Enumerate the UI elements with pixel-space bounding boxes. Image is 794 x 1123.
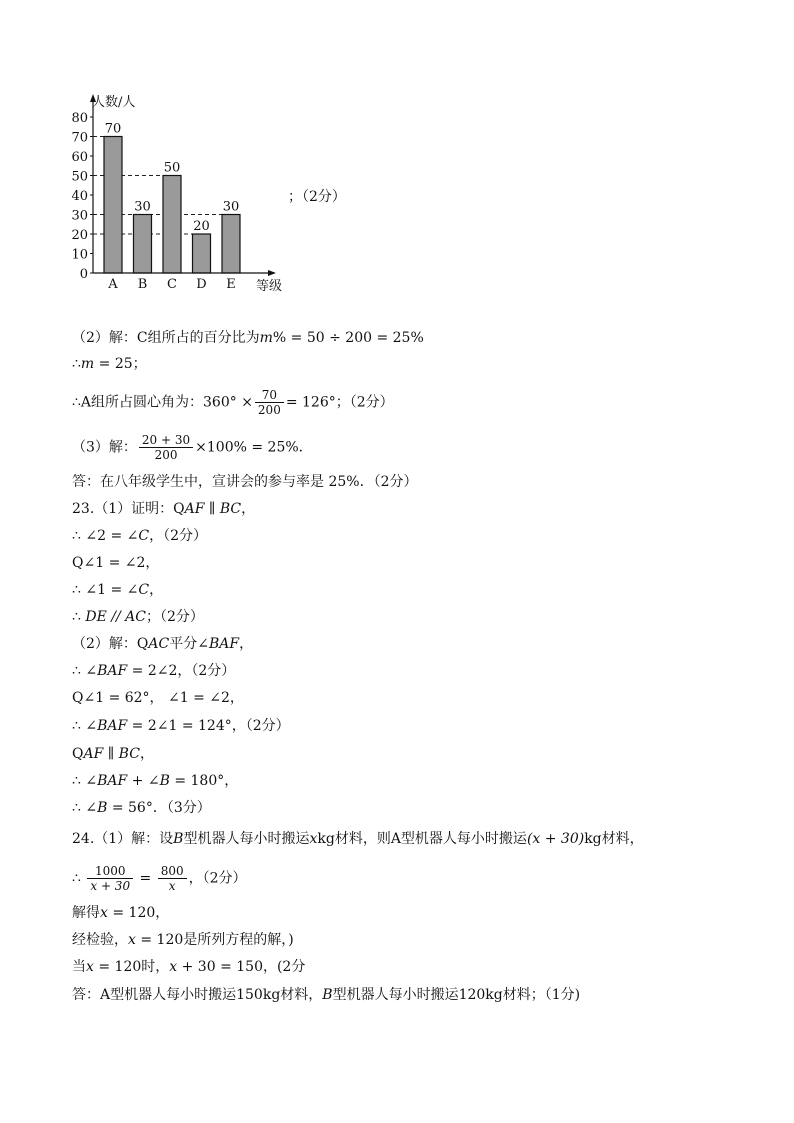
fraction [87, 864, 133, 893]
q23-line-10 [72, 744, 154, 764]
math-var: m [80, 356, 95, 372]
text: 平分∠ [169, 636, 209, 652]
math: (x + 30) [526, 831, 585, 847]
math: BAF [97, 663, 128, 679]
math: AC [148, 636, 170, 652]
text: ∴A组所占圆心角为：360° × [72, 394, 253, 411]
chart-bar [134, 215, 152, 274]
text: = 126°；（2分） [285, 394, 394, 411]
chart-data-label: 20 [193, 219, 210, 234]
text: 型机器人每小时搬运120kg材料；（1分) [332, 987, 581, 1003]
chart-x-tick-label: D [196, 277, 207, 292]
text: ∴ ∠ [72, 663, 98, 679]
chart-y-tick-label: 40 [71, 189, 88, 204]
q24-line-6 [72, 985, 580, 1005]
math: x [86, 959, 94, 975]
q23-line-1 [72, 499, 255, 519]
text: ， [139, 746, 154, 762]
q23-line-5 [72, 607, 204, 627]
q23-line-6 [72, 634, 253, 654]
numerator: 20 + 30 [139, 433, 193, 448]
chart-bar [193, 234, 211, 273]
math: B [173, 831, 184, 847]
text: 23.（1）证明：Q [72, 501, 185, 517]
q24-line-5 [72, 957, 305, 977]
text: + ∠ [127, 773, 160, 789]
text: ∴ ∠ [72, 800, 98, 816]
chart-y-tick-label: 70 [71, 130, 88, 146]
chart-data-label: 50 [163, 160, 181, 176]
text: （2）解：Q [72, 636, 149, 652]
text: = 25； [94, 356, 147, 372]
text: % = 50 ÷ 200 = 25% [272, 330, 424, 346]
text: ∴ ∠ [72, 718, 98, 734]
numerator: 800 [158, 864, 187, 879]
text: = [135, 870, 156, 887]
numerator: 70 [255, 388, 284, 403]
text: ， [149, 582, 164, 598]
denominator: 200 [154, 448, 178, 462]
fraction [158, 864, 187, 893]
math: AF ∥ BC [184, 501, 242, 517]
denominator: 200 [257, 403, 281, 417]
q23-line-11 [72, 771, 238, 791]
text: （3）解： [72, 439, 137, 456]
q23-line-12 [72, 798, 211, 818]
chart-x-axis-label: 等级 [256, 279, 283, 294]
text: ×100% = 25%． [195, 439, 313, 456]
chart-y-tick-label: 10 [71, 247, 88, 263]
text: = 2∠2，（2分） [127, 663, 236, 679]
fraction [255, 388, 284, 417]
text: = 56°．（3分） [107, 800, 211, 816]
q24-line-1 [72, 829, 644, 849]
chart-y-tick-label: 50 [71, 169, 88, 185]
q23-line-4 [72, 580, 163, 600]
text: ， [239, 636, 254, 652]
chart-x-ticks [107, 277, 235, 292]
text: 24.（1）解：设 [72, 831, 174, 847]
math-var: m [259, 330, 273, 346]
q23-line-8: Q∠1 = 62°， ∠1 = ∠2， [72, 690, 244, 706]
text: 解得 [72, 905, 100, 921]
text: 型机器人每小时搬运 [183, 831, 310, 847]
q23-line-9 [72, 716, 290, 736]
q22-2-line-2 [72, 354, 147, 374]
chart-data-label: 30 [134, 199, 151, 215]
chart-score-note: ；（2分） [288, 189, 346, 205]
text: ， [241, 501, 256, 517]
text: + 30 = 150，(2分 [177, 959, 306, 975]
chart-y-axis-label: 人数/人 [92, 95, 136, 110]
q24-line-4 [72, 930, 294, 950]
text: = 120时， [93, 959, 170, 975]
text: = 120， [107, 905, 170, 921]
math: BAF [97, 718, 128, 734]
chart-x-axis-arrow [268, 270, 276, 276]
text: 答：A型机器人每小时搬运150kg材料， [72, 987, 323, 1003]
chart-bar [104, 137, 122, 274]
q22-2-line-1 [72, 328, 424, 348]
math: x [100, 905, 108, 921]
text: ；（2分） [145, 609, 204, 625]
text: ∴ [72, 870, 86, 887]
chart-x-tick-label: B [137, 277, 148, 292]
math: x [128, 932, 136, 948]
q23-line-2 [72, 526, 207, 546]
fraction [139, 433, 193, 462]
text: kg材料，则A型机器人每小时搬运 [317, 831, 527, 847]
text: ∴ [72, 356, 81, 372]
chart-data-label: 70 [104, 121, 122, 137]
math: B [322, 987, 333, 1003]
chart-y-tick-label: 60 [71, 150, 88, 165]
text: ∴ [72, 609, 86, 625]
math: C [138, 582, 150, 598]
q24-line-3 [72, 903, 169, 923]
chart-y-tick-label: 0 [79, 267, 88, 282]
math: DE // AC [85, 609, 146, 625]
chart-y-tick-label: 80 [71, 111, 88, 126]
text: kg材料， [584, 831, 644, 847]
q22-3-answer: 答：在八年级学生中，宣讲会的参与率是 25%．（2分） [72, 474, 418, 490]
denominator: x + 30 [90, 879, 131, 893]
math: BAF [208, 636, 240, 652]
chart-y-tick-label: 20 [71, 228, 88, 243]
math: x [169, 959, 178, 975]
q22-2-line-3 [72, 388, 394, 417]
q23-line-3: Q∠1 = ∠2， [72, 555, 160, 571]
text: = 2∠1 = 124°，（2分） [127, 718, 290, 734]
text: Q [72, 746, 84, 762]
text: （2）解：C组所占的百分比为 [72, 330, 260, 346]
math: x [309, 831, 318, 847]
chart-bars [104, 137, 240, 274]
chart-data-label: 30 [222, 199, 240, 215]
chart-bar [222, 215, 240, 274]
text: ∴ ∠1 = ∠ [72, 582, 139, 598]
chart-x-tick-label: C [167, 277, 177, 292]
chart-x-tick-label: A [108, 277, 118, 292]
text: 经检验， [72, 932, 128, 948]
denominator: x [168, 879, 176, 893]
chart-y-tick-label: 30 [71, 208, 88, 224]
chart-x-tick-label: E [226, 277, 236, 292]
math: B [97, 800, 108, 816]
math: B [159, 773, 170, 789]
q24-line-2 [72, 864, 247, 893]
text: ∴ ∠ [72, 773, 98, 789]
q22-3-line-1 [72, 433, 313, 462]
chart-bar [163, 176, 181, 274]
text: ，（2分） [188, 870, 247, 887]
text: ，（2分） [149, 528, 207, 544]
text: 当 [72, 959, 86, 975]
q23-line-7 [72, 661, 235, 681]
text: = 120是所列方程的解，) [135, 932, 294, 948]
math: AF ∥ BC [83, 746, 140, 762]
text: = 180°， [169, 773, 239, 789]
chart-y-ticks [71, 111, 93, 282]
numerator: 1000 [87, 864, 133, 879]
math: BAF [97, 773, 128, 789]
math: C [138, 528, 150, 544]
text: ∴ ∠2 = ∠ [72, 528, 139, 544]
bar-chart [60, 88, 290, 298]
